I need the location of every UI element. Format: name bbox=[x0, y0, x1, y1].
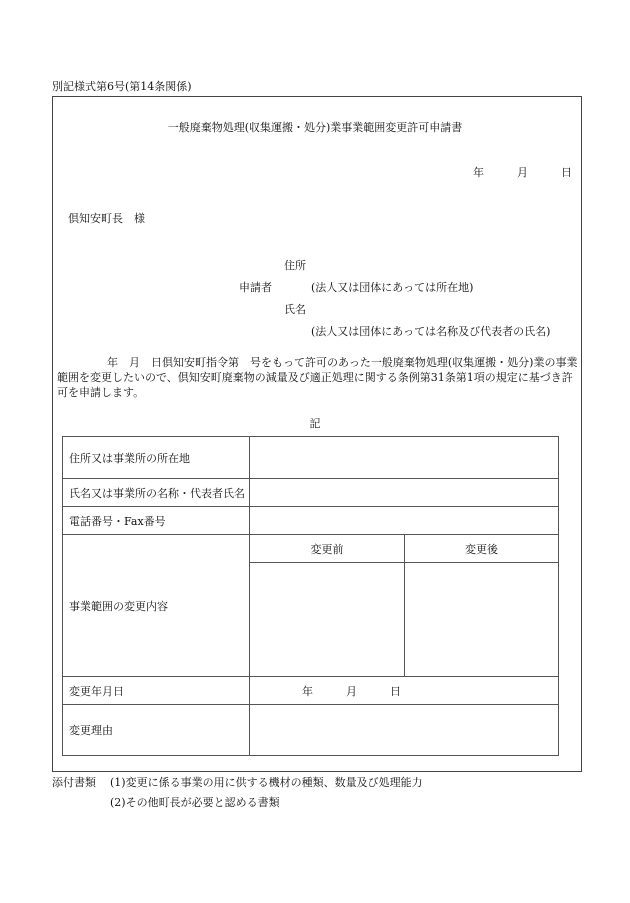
reason-value bbox=[250, 705, 559, 756]
name-value bbox=[250, 479, 559, 507]
change-date-value bbox=[250, 677, 559, 705]
application-statement bbox=[57, 355, 579, 400]
scope-row-label: 事業範囲の変更内容 bbox=[63, 535, 250, 677]
name-note: (法人又は団体にあっては名称及び代表者の氏名) bbox=[311, 325, 551, 338]
attachments-label: 添付書類 bbox=[52, 776, 96, 789]
date-year: 年 bbox=[473, 166, 484, 179]
form-title: 一般廃棄物処理(収集運搬・処分)業事業範囲変更許可申請書 bbox=[167, 121, 463, 134]
date-day: 日 bbox=[561, 166, 572, 179]
table-row bbox=[63, 705, 559, 756]
table-row bbox=[63, 437, 559, 479]
address-row-label: 住所又は事業所の所在地 bbox=[63, 437, 250, 479]
ki-heading: 記 bbox=[309, 417, 321, 430]
change-date-month: 月 bbox=[346, 684, 357, 698]
applicant-label: 申請者 bbox=[239, 281, 272, 294]
attachment-item-1: (1)変更に係る事業の用に供する機材の種類、数量及び処理能力 bbox=[110, 776, 423, 789]
before-header: 変更前 bbox=[250, 535, 405, 563]
phone-value bbox=[250, 507, 559, 535]
date-month: 月 bbox=[517, 166, 528, 179]
table-row bbox=[63, 507, 559, 535]
address-note: (法人又は団体にあっては所在地) bbox=[311, 281, 474, 294]
addressee: 倶知安町長 様 bbox=[68, 212, 145, 225]
table-row bbox=[63, 677, 559, 705]
change-date-row-label: 変更年月日 bbox=[63, 677, 250, 705]
before-value bbox=[250, 563, 405, 677]
address-value bbox=[250, 437, 559, 479]
change-date-day: 日 bbox=[390, 684, 401, 698]
name-row-label: 氏名又は事業所の名称・代表者氏名 bbox=[63, 479, 250, 507]
table-row bbox=[63, 479, 559, 507]
attachment-item-2: (2)その他町長が必要と認める書類 bbox=[110, 796, 280, 809]
reason-row-label: 変更理由 bbox=[63, 705, 250, 756]
submission-date bbox=[473, 166, 572, 180]
table-row bbox=[63, 535, 559, 563]
after-value bbox=[405, 563, 559, 677]
details-table bbox=[62, 436, 559, 756]
phone-row-label: 電話番号・Fax番号 bbox=[63, 507, 250, 535]
form-number: 別記様式第6号(第14条関係) bbox=[52, 80, 192, 93]
after-header: 変更後 bbox=[405, 535, 559, 563]
name-label: 氏名 bbox=[284, 303, 306, 316]
address-label: 住所 bbox=[284, 259, 306, 272]
statement-text: 年 月 日倶知安町指令第 号をもって許可のあった一般廃棄物処理(収集運搬・処分)業の事業範囲を変更したいので、倶知安町廃棄物の減量及び適正処理に関する条例第31条第1項の規定に基づき許可を申請します。 bbox=[57, 356, 578, 399]
change-date-year: 年 bbox=[302, 684, 313, 698]
